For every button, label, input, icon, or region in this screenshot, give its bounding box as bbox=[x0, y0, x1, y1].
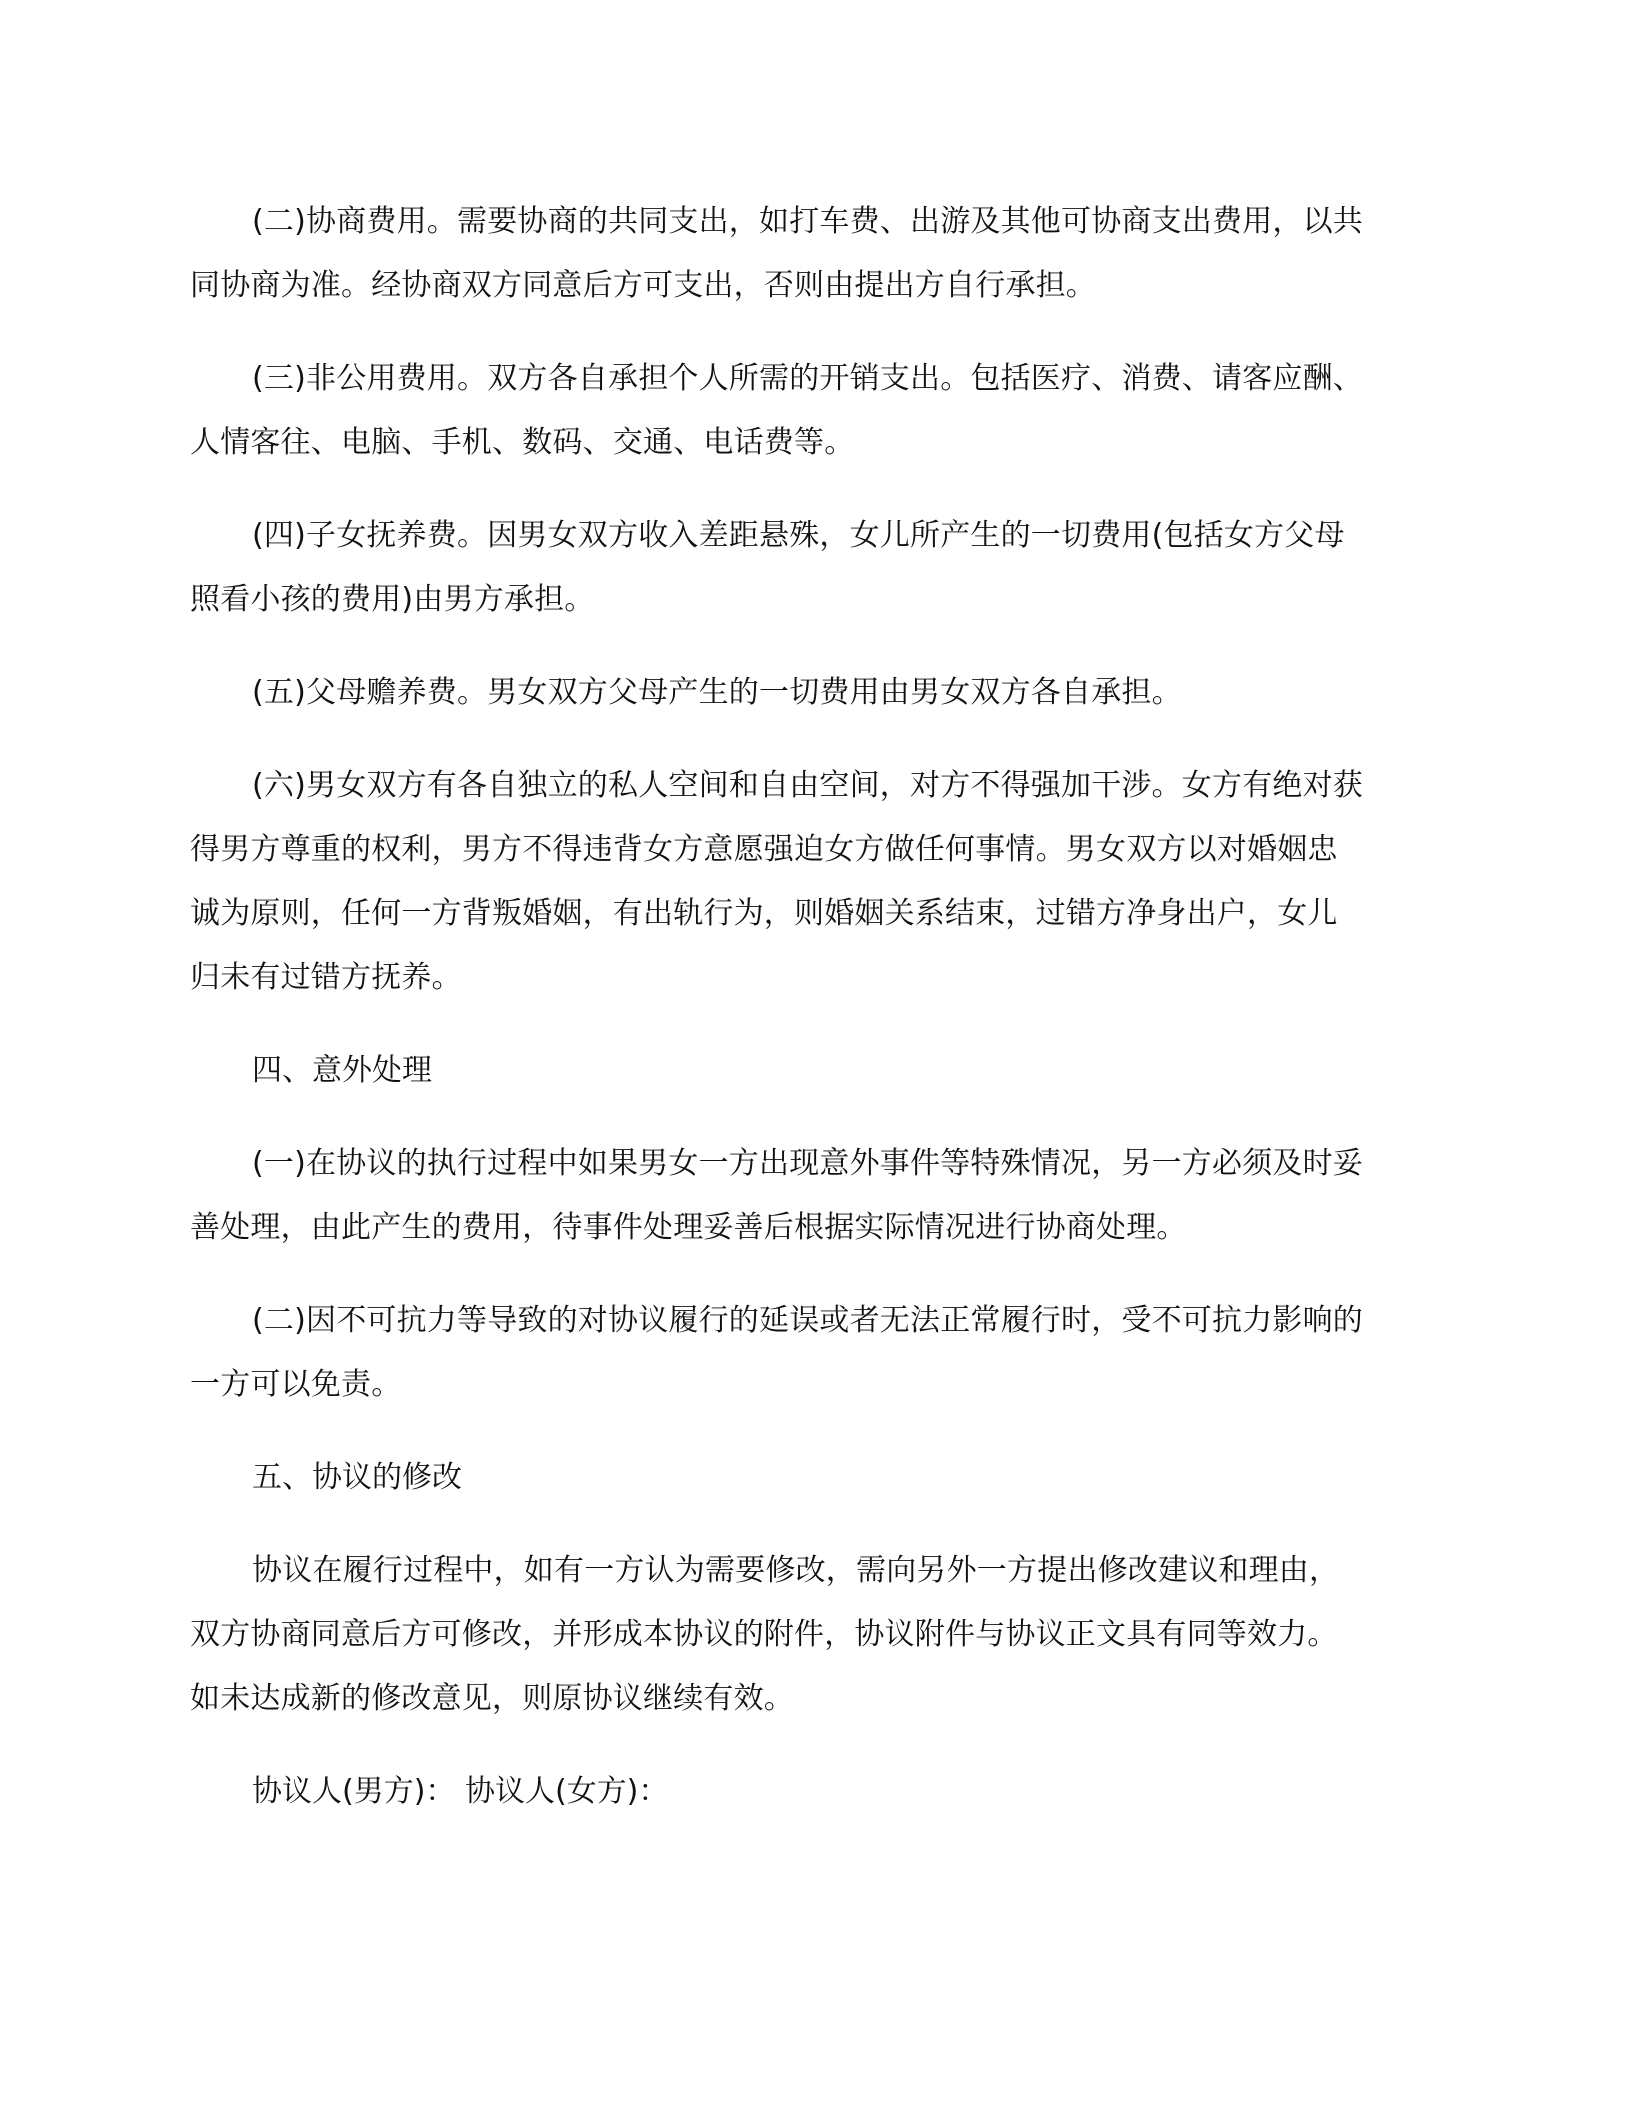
section-heading-accident-handling: 四、意外处理 bbox=[252, 1053, 432, 1088]
text-line: 协议在履行过程中，如有一方认为需要修改，需向另外一方提出修改建议和理由， bbox=[252, 1553, 1340, 1588]
text-line: (六)男女双方有各自独立的私人空间和自由空间，对方不得强加干涉。女方有绝对获 bbox=[252, 768, 1364, 803]
text-line: (五)父母赡养费。男女双方父母产生的一切费用由男女双方各自承担。 bbox=[252, 675, 1182, 710]
paragraph-parent-support bbox=[190, 661, 1430, 725]
section-heading-agreement-modification: 五、协议的修改 bbox=[252, 1460, 462, 1495]
paragraph-child-support bbox=[190, 504, 1430, 632]
document-body bbox=[190, 190, 1430, 1824]
text-line: 归未有过错方抚养。 bbox=[190, 960, 462, 995]
text-line: (二)因不可抗力等导致的对协议履行的延误或者无法正常履行时，受不可抗力影响的 bbox=[252, 1303, 1364, 1338]
text-line: 善处理，由此产生的费用，待事件处理妥善后根据实际情况进行协商处理。 bbox=[190, 1210, 1187, 1245]
text-line: (二)协商费用。需要协商的共同支出，如打车费、出游及其他可协商支出费用，以共 bbox=[252, 204, 1364, 239]
text-line: 诚为原则，任何一方背叛婚姻，有出轨行为，则婚姻关系结束，过错方净身出户，女儿 bbox=[190, 896, 1338, 931]
paragraph-private-space bbox=[190, 754, 1430, 1010]
text-line: (四)子女抚养费。因男女双方收入差距悬殊，女儿所产生的一切费用(包括女方父母 bbox=[252, 518, 1345, 553]
text-line: 如未达成新的修改意见，则原协议继续有效。 bbox=[190, 1681, 794, 1716]
text-line: (一)在协议的执行过程中如果男女一方出现意外事件等特殊情况，另一方必须及时妥 bbox=[252, 1146, 1364, 1181]
text-line: 人情客往、电脑、手机、数码、交通、电话费等。 bbox=[190, 425, 855, 460]
signature-line: 协议人(男方)： 协议人(女方)： bbox=[252, 1774, 669, 1809]
text-line: 同协商为准。经协商双方同意后方可支出，否则由提出方自行承担。 bbox=[190, 268, 1096, 303]
text-line: 双方协商同意后方可修改，并形成本协议的附件，协议附件与协议正文具有同等效力。 bbox=[190, 1617, 1338, 1652]
paragraph-modification-process bbox=[190, 1539, 1430, 1731]
text-line: 得男方尊重的权利，男方不得违背女方意愿强迫女方做任何事情。男女双方以对婚姻忠 bbox=[190, 832, 1338, 867]
paragraph-accident-events bbox=[190, 1132, 1430, 1260]
text-line: 一方可以免责。 bbox=[190, 1367, 402, 1402]
paragraph-negotiated-costs bbox=[190, 190, 1430, 318]
paragraph-force-majeure bbox=[190, 1289, 1430, 1417]
paragraph-non-public-costs bbox=[190, 347, 1430, 475]
text-line: 照看小孩的费用)由男方承担。 bbox=[190, 582, 595, 617]
text-line: (三)非公用费用。双方各自承担个人所需的开销支出。包括医疗、消费、请客应酬、 bbox=[252, 361, 1364, 396]
